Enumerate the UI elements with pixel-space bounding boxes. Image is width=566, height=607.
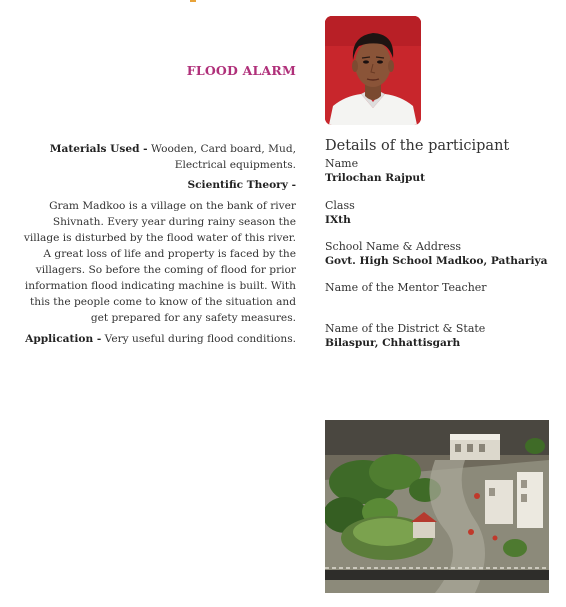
theory-text: Gram Madkoo is a village on the bank of river Shivnath. Every year during rainy season the village is disturbed by the flood water of this river. A great loss of life and property is faced by the villagers. So before the coming of flood for prior information flood indicating machine is built. With this the people come to know of the situation and get prepared for any safety measures. [23, 200, 296, 324]
participant-portrait [325, 16, 421, 125]
class-label: Class [325, 199, 355, 212]
school-label: School Name & Address [325, 240, 462, 253]
participant-name: Trilochan Rajput [325, 172, 425, 184]
project-description [18, 141, 296, 347]
materials-label: Materials Used - [49, 143, 148, 155]
participant-class: IXth [325, 214, 351, 226]
mentor-label: Name of the Mentor Teacher [325, 281, 487, 294]
application-text: Very useful during flood conditions. [101, 333, 296, 345]
participant-district: Bilaspur, Chhattisgarh [325, 337, 461, 349]
participant-photo [325, 16, 421, 125]
application-paragraph [18, 331, 296, 347]
participant-mentor [325, 295, 555, 309]
model-illustration [325, 420, 549, 593]
district-label: Name of the District & State [325, 322, 486, 335]
materials-text: Wooden, Card board, Mud, Electrical equipments. [147, 143, 296, 171]
application-label: Application - [25, 333, 102, 345]
project-title: FLOOD ALARM [186, 63, 296, 78]
project-model-photo [325, 420, 549, 593]
name-label: Name [325, 157, 359, 170]
theory-label: Scientific Theory - [187, 179, 296, 191]
top-accent-mark [190, 0, 196, 2]
participant-heading: Details of the participant [325, 138, 510, 154]
participant-details [325, 138, 555, 350]
materials-paragraph [18, 141, 296, 173]
theory-heading-paragraph [18, 177, 296, 193]
participant-school: Govt. High School Madkoo, Pathariya [325, 255, 548, 267]
